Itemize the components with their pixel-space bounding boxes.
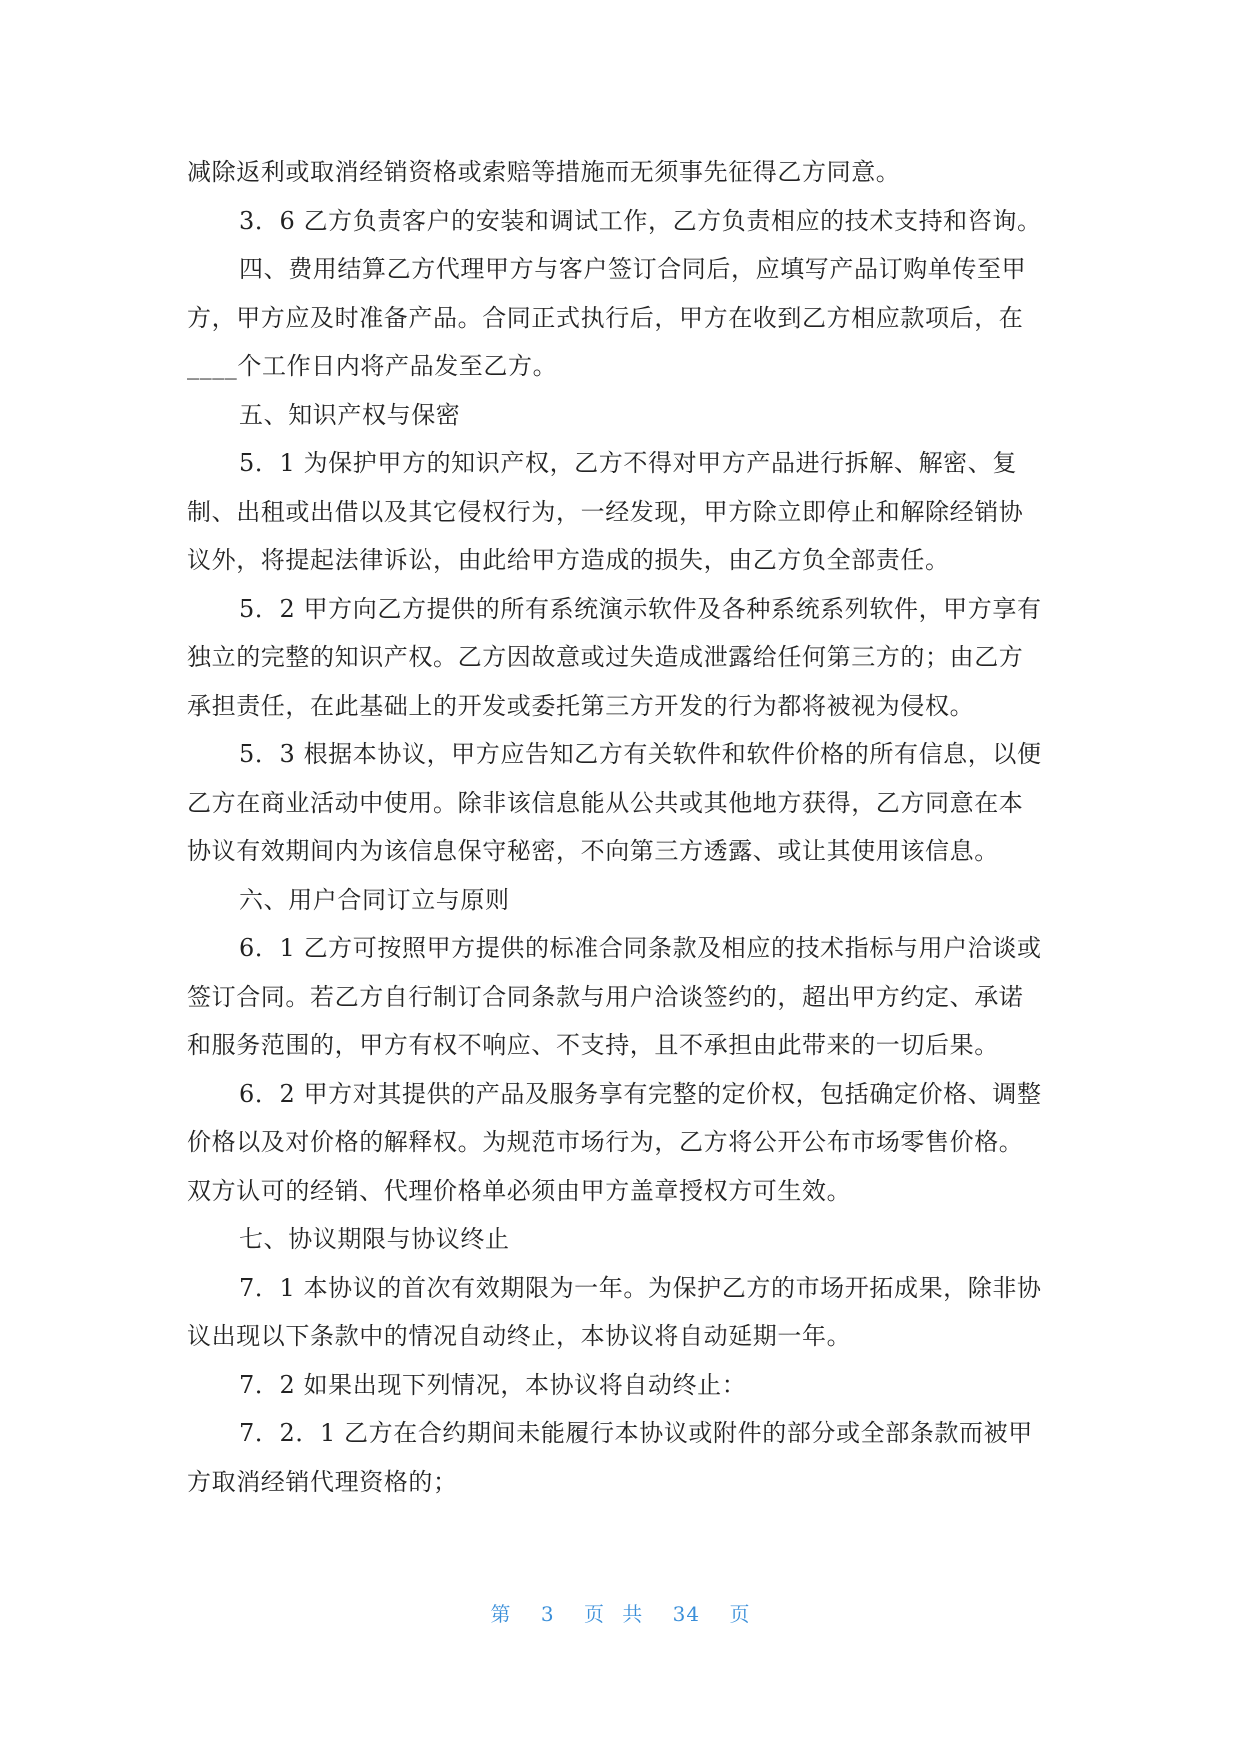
text-line: 5．3 根据本协议，甲方应告知乙方有关软件和软件价格的所有信息，以便: [239, 740, 1042, 768]
footer-current-page: 3: [540, 1602, 555, 1626]
text-line: 和服务范围的，甲方有权不响应、不支持，且不承担由此带来的一切后果。: [187, 1031, 999, 1059]
footer-total-pages: 34: [672, 1602, 701, 1626]
text-line: 七、协议期限与协议终止: [239, 1225, 510, 1253]
text-line: 6．2 甲方对其提供的产品及服务享有完整的定价权，包括确定价格、调整: [239, 1079, 1042, 1108]
document-body: [187, 148, 1053, 1506]
text-line: 5．2 甲方向乙方提供的所有系统演示软件及各种系统系列软件，甲方享有: [239, 594, 1042, 623]
page-footer: [0, 1598, 1241, 1627]
text-line: 签订合同。若乙方自行制订合同条款与用户洽谈签约的，超出甲方约定、承诺: [187, 982, 1024, 1011]
text-line: 议外，将提起法律诉讼，由此给甲方造成的损失，由乙方负全部责任。: [187, 546, 950, 574]
footer-suffix: 页: [729, 1602, 751, 1626]
text-line: 双方认可的经销、代理价格单必须由甲方盖章授权方可生效。: [187, 1176, 852, 1205]
text-line: 3．6 乙方负责客户的安装和调试工作，乙方负责相应的技术支持和咨询。: [239, 206, 1042, 235]
footer-prefix: 第: [490, 1602, 512, 1626]
text-line: 议出现以下条款中的情况自动终止，本协议将自动延期一年。: [187, 1322, 852, 1350]
text-line: 价格以及对价格的解释权。为规范市场行为，乙方将公开公布市场零售价格。: [187, 1128, 1024, 1156]
text-line: 五、知识产权与保密: [239, 400, 461, 429]
text-line: 6．1 乙方可按照甲方提供的标准合同条款及相应的技术指标与用户洽谈或: [239, 934, 1042, 962]
text-line: ____个工作日内将产品发至乙方。: [187, 352, 558, 380]
text-line: 方，甲方应及时准备产品。合同正式执行后，甲方在收到乙方相应款项后，在: [187, 303, 1024, 332]
text-line: 六、用户合同订立与原则: [239, 885, 510, 914]
text-line: 独立的完整的知识产权。乙方因故意或过失造成泄露给任何第三方的；由乙方: [187, 643, 1024, 671]
text-line: 7．1 本协议的首次有效期限为一年。为保护乙方的市场开拓成果，除非协: [239, 1273, 1042, 1302]
text-line: 7．2．1 乙方在合约期间未能履行本协议或附件的部分或全部条款而被甲: [239, 1419, 1033, 1447]
text-line: 乙方在商业活动中使用。除非该信息能从公共或其他地方获得，乙方同意在本: [187, 788, 1024, 817]
text-line: 减除返利或取消经销资格或索赔等措施而无须事先征得乙方同意。: [187, 158, 901, 186]
footer-middle: 页 共: [583, 1602, 644, 1626]
text-line: 协议有效期间内为该信息保守秘密，不向第三方透露、或让其使用该信息。: [187, 837, 999, 865]
text-line: 5．1 为保护甲方的知识产权，乙方不得对甲方产品进行拆解、解密、复: [239, 449, 1017, 477]
text-line: 7．2 如果出现下列情况，本协议将自动终止：: [239, 1370, 747, 1399]
text-line: 方取消经销代理资格的；: [187, 1467, 458, 1496]
text-line: 四、费用结算乙方代理甲方与客户签订合同后，应填写产品订购单传至甲: [239, 255, 1027, 283]
text-line: 承担责任，在此基础上的开发或委托第三方开发的行为都将被视为侵权。: [187, 691, 975, 720]
text-line: 制、出租或出借以及其它侵权行为，一经发现，甲方除立即停止和解除经销协: [187, 497, 1024, 526]
